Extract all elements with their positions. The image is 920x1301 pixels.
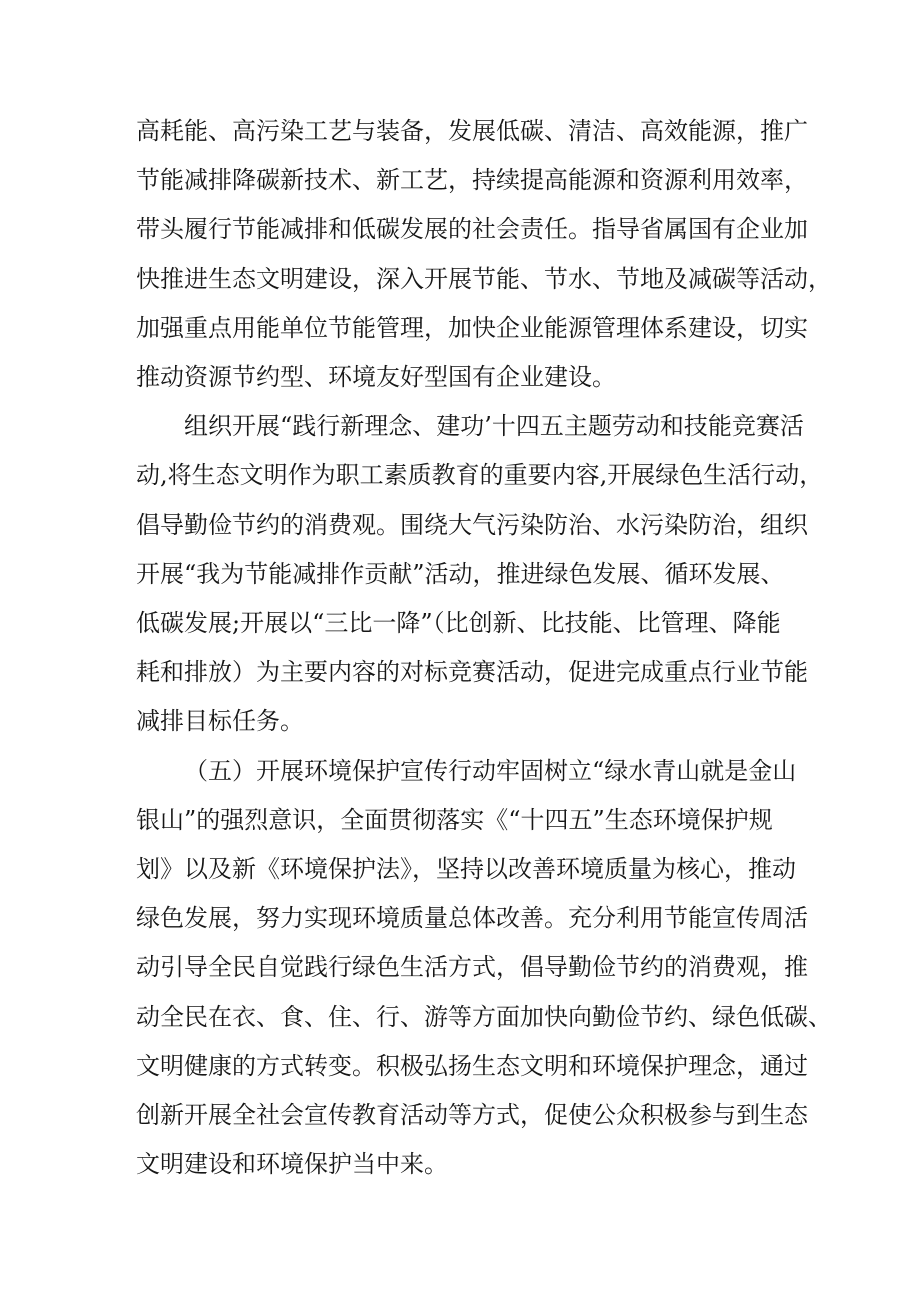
paragraph-soe-energy-saving: [136, 107, 832, 402]
text-line: 快推进生态文明建设，深入开展节能、节水、节地及减碳等活动，: [136, 264, 832, 293]
text-line: 动,将生态文明作为职工素质教育的重要内容,开展绿色生活行动，: [136, 461, 824, 490]
text-line: 组织开展“践行新理念、建功’十四五主题劳动和技能竞赛活: [184, 412, 804, 441]
text-line: 开展“我为节能减排作贡献”活动，推进绿色发展、循环发展、: [136, 559, 785, 588]
text-line: 加强重点用能单位节能管理，加快企业能源管理体系建设，切实: [136, 313, 808, 342]
text-line: 绿色发展，努力实现环境质量总体改善。充分利用节能宣传周活: [136, 904, 808, 933]
paragraph-labor-competition: [136, 402, 824, 746]
text-line: 银山”的强烈意识，全面贯彻落实《“十四五”生态环境保护规: [136, 805, 773, 834]
text-line: 推动资源节约型、环境友好型国有企业建设。: [136, 363, 616, 392]
text-line: 带头履行节能减排和低碳发展的社会责任。指导省属国有企业加: [136, 215, 808, 244]
text-line: 节能减排降碳新技术、新工艺，持续提高能源和资源利用效率，: [136, 166, 808, 195]
text-line: 动全民在衣、食、住、行、游等方面加快向勤俭节约、绿色低碳、: [136, 1002, 832, 1031]
text-line: 文明建设和环境保护当中来。: [136, 1150, 448, 1179]
document-body: [136, 107, 832, 1189]
text-line: 倡导勤俭节约的消费观。围绕大气污染防治、水污染防治，组织: [136, 510, 808, 539]
text-line: 减排目标任务。: [136, 707, 304, 736]
text-line: 高耗能、高污染工艺与装备，发展低碳、清洁、高效能源，推广: [136, 117, 808, 145]
text-line: 动引导全民自觉践行绿色生活方式，倡导勤俭节约的消费观，推: [136, 953, 808, 982]
text-line: 创新开展全社会宣传教育活动等方式，促使公众积极参与到生态: [136, 1101, 808, 1130]
text-line: 低碳发展;开展以“三比一降”（比创新、比技能、比管理、降能: [136, 609, 781, 638]
paragraph-environmental-publicity: [136, 747, 832, 1190]
text-line: 划》以及新《环境保护法》，坚持以改善环境质量为核心，推动: [136, 855, 796, 884]
section-heading-line: （五）开展环境保护宣传行动牢固树立“绿水青山就是金山: [184, 756, 797, 785]
text-line: 文明健康的方式转变。积极弘扬生态文明和环境保护理念，通过: [136, 1051, 808, 1080]
text-line: 耗和排放）为主要内容的对标竞赛活动，促进完成重点行业节能: [136, 658, 808, 687]
